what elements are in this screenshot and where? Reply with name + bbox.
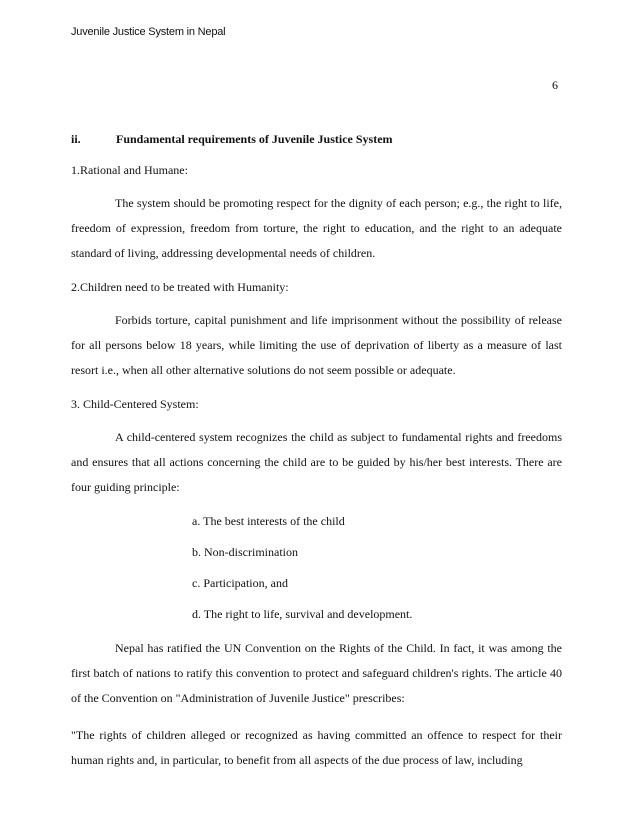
item-heading-child-centered: 3. Child-Centered System:	[71, 397, 199, 411]
item-heading-humanity: 2.Children need to be treated with Humanity:	[71, 280, 289, 294]
list-item: d. The right to life, survival and development.	[192, 607, 413, 621]
section-number: ii.	[71, 132, 81, 146]
section-title: Fundamental requirements of Juvenile Justice System	[116, 132, 393, 146]
document-body	[71, 130, 562, 773]
item-paragraph-rational: The system should be promoting respect for the dignity of each person; e.g., the right to life, freedom of expression, freedom from torture, the right to education, and the right to an adequate standard of living, addressing developmental needs of children.	[71, 196, 562, 260]
running-header: Juvenile Justice System in Nepal	[71, 26, 226, 38]
item-heading-rational: 1.Rational and Humane:	[71, 163, 188, 177]
page-number: 6	[552, 78, 558, 92]
list-item: b. Non-discrimination	[192, 545, 298, 559]
list-item: a. The best interests of the child	[192, 514, 345, 528]
section-heading	[71, 130, 562, 148]
guiding-principles-list	[192, 512, 562, 623]
closing-paragraph: Nepal has ratified the UN Convention on the Rights of the Child. In fact, it was among the first batch of nations to ratify this convention to protect and safeguard children's rights. The article 40 of the Convention on "Administration of Juvenile Justice" prescribes:	[71, 641, 562, 705]
list-item: c. Participation, and	[192, 576, 288, 590]
quoted-text: "The rights of children alleged or recognized as having committed an offence to respect for their human rights and, in particular, to benefit from all aspects of the due process of law, including	[71, 728, 562, 767]
item-paragraph-humanity: Forbids torture, capital punishment and life imprisonment without the possibility of release for all persons below 18 years, while limiting the use of deprivation of liberty as a measure of last resort i.e., when all other alternative solutions do not seem possible or adequate.	[71, 313, 562, 377]
item-paragraph-child-centered: A child-centered system recognizes the child as subject to fundamental rights and freedoms and ensures that all actions concerning the child are to be guided by his/her best interests. There are four guiding principle:	[71, 430, 562, 494]
